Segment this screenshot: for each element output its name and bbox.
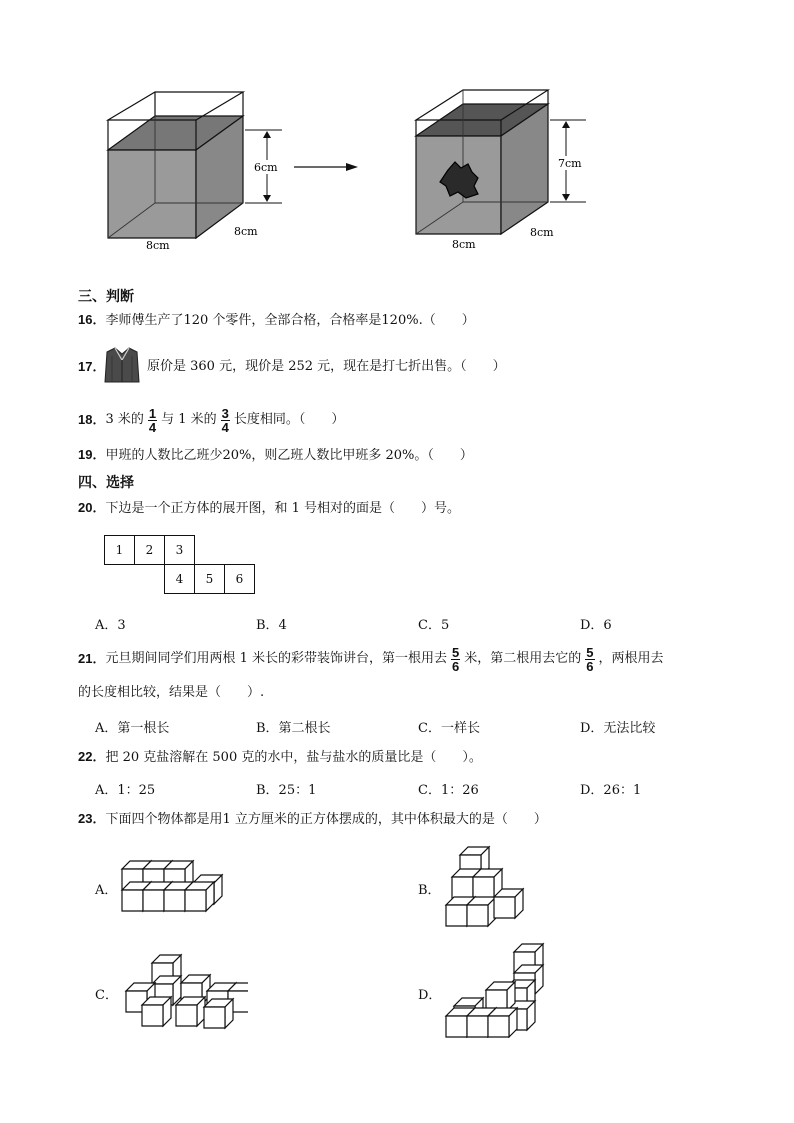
unit-cube-face xyxy=(204,1007,225,1028)
q20-option-d[interactable]: D．6 xyxy=(580,618,612,633)
cube-stack-a xyxy=(118,855,228,915)
question-text-part2: 米，第二根用去它的 xyxy=(464,651,582,666)
section-title-choice: 四、选择 xyxy=(78,474,134,490)
unit-cube-face xyxy=(142,1005,163,1026)
q20-option-c[interactable]: C．5 xyxy=(418,618,450,633)
net-face-6: 6 xyxy=(225,565,255,594)
unit-cube-face xyxy=(185,890,206,911)
fraction-five-sixths-1: $\frac{5}{6}$ xyxy=(452,644,460,674)
q22-option-d[interactable]: D．26：1 xyxy=(580,783,642,798)
q21-option-c[interactable]: C．一样长 xyxy=(418,721,480,736)
fraction-one-quarter: $\frac{1}{4}$ xyxy=(148,405,157,435)
question-number: 16． xyxy=(78,312,106,327)
left-tank xyxy=(108,92,282,252)
q21-option-d[interactable]: D．无法比较 xyxy=(580,721,656,736)
cube-net xyxy=(104,535,255,594)
water-tank-figure xyxy=(100,88,600,256)
net-face-3: 3 xyxy=(165,536,195,565)
question-number: 22． xyxy=(78,749,106,764)
right-width-label: 8cm xyxy=(530,226,554,239)
unit-cube-face xyxy=(488,1016,509,1037)
unit-cube-face xyxy=(122,890,143,911)
unit-cube-face xyxy=(452,877,473,898)
q23-option-b[interactable]: B． xyxy=(418,883,441,898)
question-17 xyxy=(78,358,105,377)
left-width-label: 8cm xyxy=(234,225,258,238)
q20-option-a[interactable]: A．3 xyxy=(95,618,126,633)
question-number: 19． xyxy=(78,447,106,462)
q23-option-a[interactable]: A． xyxy=(95,883,118,898)
question-16 xyxy=(78,311,475,330)
question-text-part2: 与 1 米的 xyxy=(161,412,217,427)
question-text: 把 20 克盐溶解在 500 克的水中，盐与盐水的质量比是（ ）。 xyxy=(105,750,482,765)
question-21 xyxy=(78,641,664,677)
q23-option-d[interactable]: D． xyxy=(418,988,442,1003)
question-number: 20． xyxy=(78,500,106,515)
q23-option-c[interactable]: C． xyxy=(95,988,118,1003)
question-text: 下面四个物体都是用1 立方厘米的正方体摆成的，其中体积最大的是（ ） xyxy=(105,812,547,827)
unit-cube-face xyxy=(467,1016,488,1037)
q21-option-a[interactable]: A．第一根长 xyxy=(95,721,170,736)
net-face-2: 2 xyxy=(135,536,165,565)
cube-stack-b xyxy=(442,843,532,933)
question-text: 李师傅生产了120 个零件，全部合格，合格率是120%.（ ） xyxy=(105,313,475,328)
question-20 xyxy=(78,499,460,518)
q22-option-c[interactable]: C．1：26 xyxy=(418,783,479,798)
unit-cube-face xyxy=(473,877,494,898)
unit-cube-face xyxy=(446,905,467,926)
q22-option-b[interactable]: B．25：1 xyxy=(256,783,317,798)
unit-cube-face xyxy=(176,1005,197,1026)
left-height-label: 6cm xyxy=(254,161,278,174)
cube-stack-c xyxy=(118,943,248,1035)
right-height-label: 7cm xyxy=(558,157,582,170)
fraction-three-quarters: $\frac{3}{4}$ xyxy=(221,405,229,435)
unit-cube-face xyxy=(143,890,164,911)
unit-cube-face xyxy=(467,905,488,926)
question-number: 18． xyxy=(78,412,106,427)
right-length-label: 8cm xyxy=(452,238,476,251)
question-text-part3: 长度相同。（ ） xyxy=(233,412,345,427)
question-23 xyxy=(78,810,547,829)
question-17-text: 原价是 360 元，现价是 252 元，现在是打七折出售。（ ） xyxy=(147,359,506,374)
net-face-5: 5 xyxy=(195,565,225,594)
unit-cube-face xyxy=(446,1016,467,1037)
question-text-part3: ，两根用去 xyxy=(598,651,664,666)
question-number: 23． xyxy=(78,811,106,826)
question-text: 下边是一个正方体的展开图，和 1 号相对的面是（ ）号。 xyxy=(105,501,461,516)
right-tank xyxy=(416,90,586,251)
question-text-part1: 元旦期间同学们用两根 1 米长的彩带装饰讲台，第一根用去 xyxy=(105,651,448,666)
question-number: 17． xyxy=(78,359,106,374)
section-title-judgement: 三、判断 xyxy=(78,288,134,304)
question-19 xyxy=(78,446,473,465)
fraction-five-sixths-2: $\frac{5}{6}$ xyxy=(586,644,594,674)
question-number: 21． xyxy=(78,651,106,666)
jacket-icon xyxy=(103,346,141,386)
q21-option-b[interactable]: B．第二根长 xyxy=(256,721,331,736)
question-22 xyxy=(78,748,482,767)
unit-cube-face xyxy=(494,897,515,918)
net-face-4: 4 xyxy=(165,565,195,594)
question-text-part1: 3 米的 xyxy=(105,412,144,427)
unit-cube-face xyxy=(164,890,185,911)
question-text: 甲班的人数比乙班少20%，则乙班人数比甲班多 20%。（ ） xyxy=(105,448,473,463)
question-21-line2: 的长度相比较，结果是（ ）. xyxy=(78,685,265,700)
question-18 xyxy=(78,403,344,437)
cube-stack-d xyxy=(442,940,552,1038)
q22-option-a[interactable]: A．1：25 xyxy=(95,783,156,798)
net-face-1: 1 xyxy=(105,536,135,565)
q20-option-b[interactable]: B．4 xyxy=(256,618,287,633)
left-length-label: 8cm xyxy=(146,239,170,252)
